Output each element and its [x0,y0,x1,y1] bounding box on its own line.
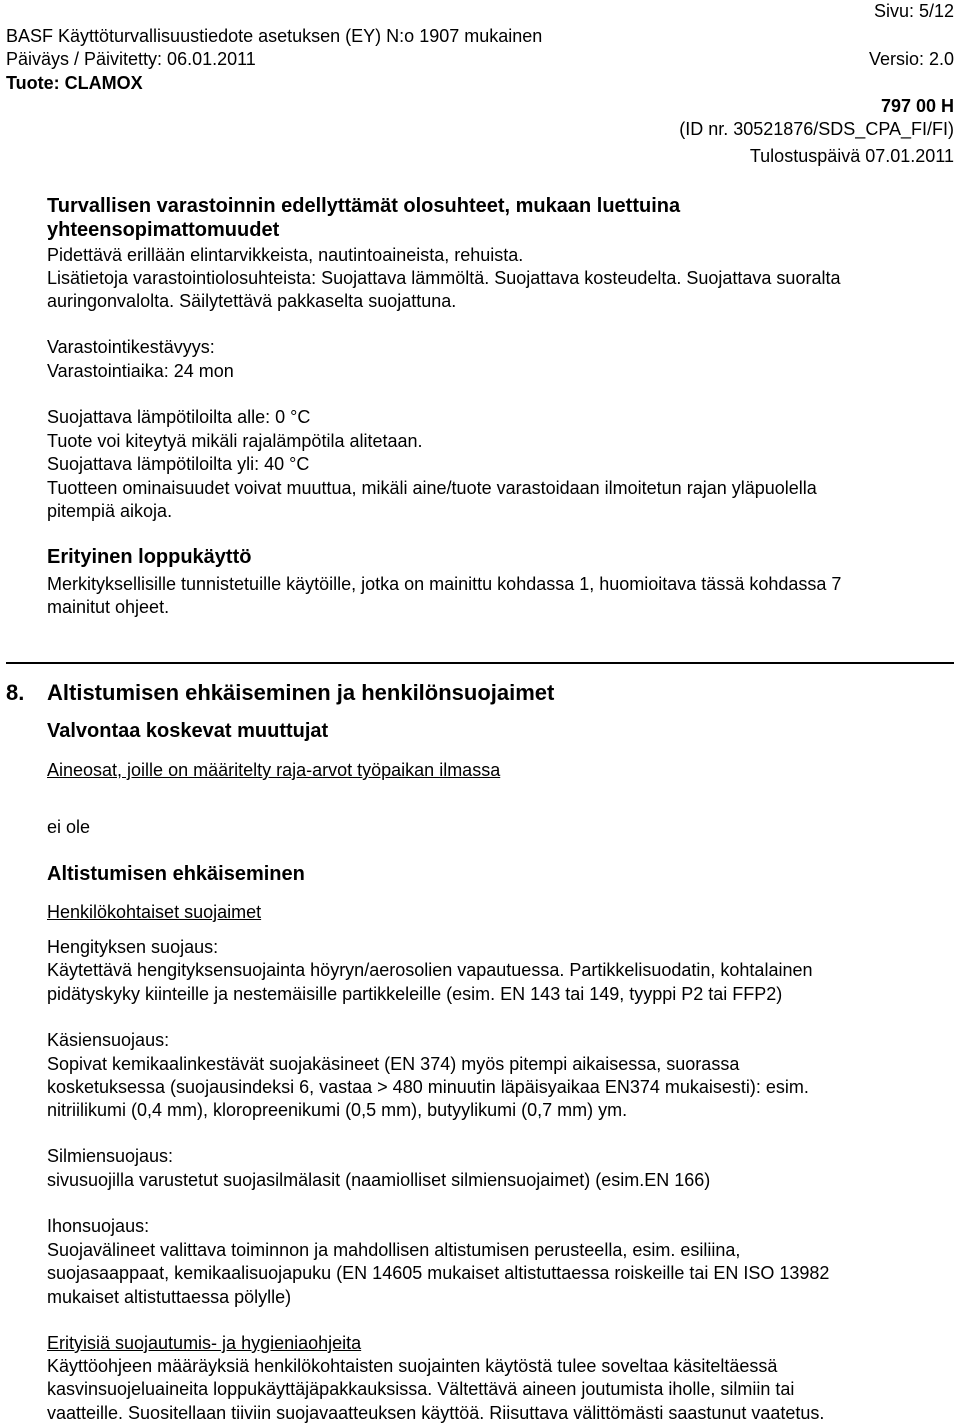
page-number: Sivu: 5/12 [873,1,954,21]
product-name: Tuote: CLAMOX [6,73,143,93]
hand-protection-text: Sopivat kemikaalinkestävät suojakäsineet (EN 374) myös pitempi aikaisessa, suorassa [47,1054,740,1074]
control-parameters-heading: Valvontaa koskevat muuttujat [47,720,329,742]
hand-protection-text-cont: kosketuksessa (suojausindeksi 6, vastaa > 480 minuutin läpäisyaikaa EN374 mukaisesti): esim. [47,1077,809,1097]
print-date: Tulostuspäivä 07.01.2011 [749,146,954,166]
ppe-subheading: Henkilökohtaiset suojaimet [47,902,262,922]
revision-date: Päiväys / Päivitetty: 06.01.2011 [6,49,256,69]
hand-protection-text-cont: nitriilikumi (0,4 mm), kloropreenikumi (0,5 mm), butyylikumi (0,7 mm) ym. [47,1100,628,1120]
low-temp-note: Tuote voi kiteytyä mikäli rajalämpötila alitetaan. [47,431,423,451]
eye-protection-text: sivusuojilla varustetut suojasilmälasit (naamiolliset silmiensuojaimet) (esim.EN 166) [47,1170,711,1190]
end-use-text-cont: mainitut ohjeet. [47,597,170,617]
document-id: (ID nr. 30521876/SDS_CPA_FI/FI) [679,119,954,139]
end-use-heading: Erityinen loppukäyttö [47,546,252,568]
high-temp-limit: Suojattava lämpötiloilta yli: 40 °C [47,454,310,474]
respiratory-label: Hengityksen suojaus: [47,937,219,957]
hygiene-text: Käyttöohjeen määräyksiä henkilökohtaisten suojainten käytöstä tulee soveltaa käsiteltäessä [47,1356,778,1376]
skin-protection-text-cont: mukaiset altistuttaessa pölylle) [47,1287,292,1307]
version: Versio: 2.0 [868,49,954,69]
stability-value: Varastointiaika: 24 mon [47,361,234,381]
stability-label: Varastointikestävyys: [47,337,215,357]
low-temp-limit: Suojattava lämpötiloilta alle: 0 °C [47,407,311,427]
skin-protection-label: Ihonsuojaus: [47,1216,150,1236]
exposure-controls-heading: Altistumisen ehkäiseminen [47,863,305,885]
exposure-limits-value: ei ole [47,817,91,837]
hand-protection-label: Käsiensuojaus: [47,1030,170,1050]
hygiene-subheading: Erityisiä suojautumis- ja hygieniaohjeita [47,1333,362,1353]
section-number: 8. [6,680,25,705]
storage-text: Lisätietoja varastointiolosuhteista: Suojattava lämmöltä. Suojattava kosteudelta. Suojattava suoralta [47,268,841,288]
hygiene-text-cont: vaatteille. Suositellaan tiiviin suojavaatteuksen käyttöä. Riisuttava välittömästi saastunut vaatetus. [47,1403,825,1423]
regulation-title: BASF Käyttöturvallisuustiedote asetuksen (EY) N:o 1907 mukainen [6,26,543,46]
section-divider [6,662,954,664]
high-temp-note: Tuotteen ominaisuudet voivat muuttua, mikäli aine/tuote varastoidaan ilmoitetun rajan yläpuolella [47,478,817,498]
eye-protection-label: Silmiensuojaus: [47,1146,174,1166]
high-temp-note-cont: pitempiä aikoja. [47,501,173,521]
respiratory-text-cont: pidätyskyky kiinteille ja nestemäisille partikkeleille (esim. EN 143 tai 149, tyyppi P2 tai FFP2) [47,984,783,1004]
product-code: 797 00 H [880,96,954,116]
hygiene-text-cont: kasvinsuojeluaineita loppukäyttäjäpakkauksissa. Vältettävä aineen joutumista iholle, silmiin tai [47,1379,795,1399]
respiratory-text: Käytettävä hengityksensuojainta höyryn/aerosolien vapautuessa. Partikkelisuodatin, kohtalainen [47,960,813,980]
exposure-limits-subheading: Aineosat, joille on määritelty raja-arvot työpaikan ilmassa [47,760,501,780]
skin-protection-text: Suojavälineet valittava toiminnon ja mahdollisen altistumisen perusteella, esim. esiliina, [47,1240,741,1260]
skin-protection-text-cont: suojasaappaat, kemikaalisuojapuku (EN 14605 mukaiset altistuttaessa roiskeille tai EN ISO 13982 [47,1263,830,1283]
storage-heading: Turvallisen varastoinnin edellyttämät olosuhteet, mukaan luettuina [47,195,681,217]
storage-text: Pidettävä erillään elintarvikkeista, nautintoaineista, rehuista. [47,245,524,265]
section-title: Altistumisen ehkäiseminen ja henkilönsuojaimet [47,680,555,705]
end-use-text: Merkityksellisille tunnistetuille käytöille, jotka on mainittu kohdassa 1, huomioitava tässä kohdassa 7 [47,574,842,594]
storage-heading-cont: yhteensopimattomuudet [47,219,280,241]
storage-text: auringonvalolta. Säilytettävä pakkaselta suojattuna. [47,291,457,311]
